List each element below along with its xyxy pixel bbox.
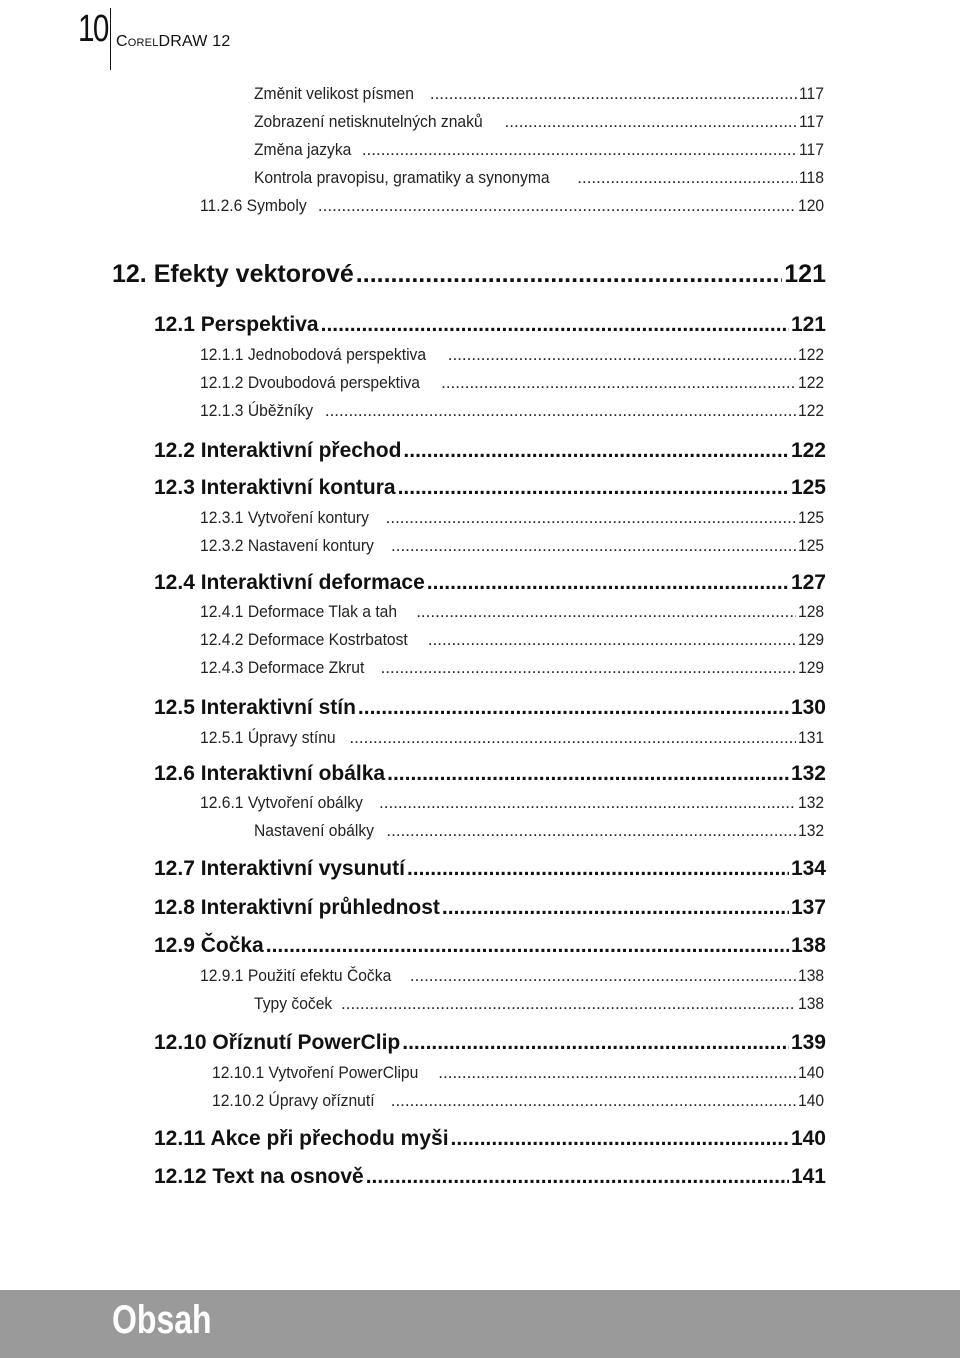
toc-entry-title: Změnit velikost písmen <box>254 84 414 103</box>
dot-leader <box>577 168 797 188</box>
toc-entry-title: 11.2.6 Symboly <box>200 196 307 215</box>
toc-entry-title: 12.11 Akce při přechodu myši <box>154 1127 449 1150</box>
dot-leader <box>349 728 795 748</box>
dot-leader <box>391 1091 796 1111</box>
toc-entry-page: 121 <box>790 313 826 336</box>
dot-leader <box>387 762 789 786</box>
toc-entry-page: 132 <box>790 762 826 785</box>
toc-entry-page: 138 <box>797 966 824 985</box>
toc-section[interactable] <box>154 762 826 786</box>
toc-entry-page: 127 <box>790 571 826 594</box>
toc-entry-page: 125 <box>797 536 824 555</box>
toc-chapter[interactable] <box>112 260 826 289</box>
toc-entry-title: 12.1.1 Jednobodová perspektiva <box>200 345 427 364</box>
dot-leader <box>325 401 796 421</box>
toc-entry-title: 12.1.3 Úběžníky <box>200 401 314 420</box>
toc-entry[interactable] <box>212 1063 826 1083</box>
dot-leader <box>391 536 796 556</box>
toc-entry-title: 12. Efekty vektorové <box>112 260 354 288</box>
toc-entry-page: 117 <box>798 84 824 103</box>
dot-leader <box>505 112 797 132</box>
toc-entry-title: 12.6.1 Vytvoření obálky <box>200 793 363 812</box>
toc-section[interactable] <box>154 1165 826 1189</box>
toc-entry-page: 128 <box>797 602 824 621</box>
toc-entry-title: 12.5 Interaktivní stín <box>154 696 356 719</box>
dot-leader <box>430 84 797 104</box>
toc-section[interactable] <box>154 696 826 720</box>
toc-entry[interactable] <box>200 345 826 365</box>
toc-entry[interactable] <box>200 373 826 393</box>
dot-leader <box>427 571 789 595</box>
dot-leader <box>442 896 789 920</box>
toc-entry-title: 12.10 Oříznutí PowerClip <box>154 1031 401 1054</box>
toc-entry-page: 129 <box>797 630 824 649</box>
toc-entry-title: 12.3.2 Nastavení kontury <box>200 536 374 555</box>
dot-leader <box>402 1031 789 1055</box>
toc-section[interactable] <box>154 476 826 500</box>
toc-entry-title: 12.6 Interaktivní obálka <box>154 762 386 785</box>
toc-entry-page: 130 <box>790 696 826 719</box>
section-footer-band <box>0 1290 960 1358</box>
toc-entry-title: 12.3.1 Vytvoření kontury <box>200 508 369 527</box>
toc-entry-title: 12.5.1 Úpravy stínu <box>200 728 336 747</box>
toc-entry-page: 125 <box>797 508 824 527</box>
dot-leader <box>410 966 796 986</box>
toc-entry-title: Nastavení obálky <box>254 821 374 840</box>
page-header <box>0 0 960 80</box>
toc-entry-title: 12.4.3 Deformace Zkrut <box>200 658 365 677</box>
dot-leader <box>379 793 796 813</box>
toc-entry-page: 120 <box>797 196 824 215</box>
toc-entry-page: 131 <box>797 728 824 747</box>
toc-section[interactable] <box>154 1031 826 1055</box>
toc-entry-title: 12.7 Interaktivní vysunutí <box>154 857 405 880</box>
dot-leader <box>416 602 795 622</box>
toc-entry[interactable] <box>254 140 826 160</box>
toc-entry-page: 122 <box>790 439 826 462</box>
dot-leader <box>356 260 782 289</box>
section-title: Obsah <box>112 1298 212 1342</box>
toc-entry-title: Kontrola pravopisu, gramatiky a synonyma <box>254 168 550 187</box>
toc-entry-page: 132 <box>797 793 824 812</box>
toc-entry-page: 117 <box>798 140 824 159</box>
toc-entry-title: 12.1 Perspektiva <box>154 313 319 336</box>
toc-entry[interactable] <box>254 821 826 841</box>
toc-entry-page: 125 <box>790 476 826 499</box>
dot-leader <box>441 373 796 393</box>
toc-entry[interactable] <box>200 508 826 528</box>
toc-entry-title: 12.9.1 Použití efektu Čočka <box>200 966 392 985</box>
toc-entry-page: 141 <box>790 1165 826 1188</box>
toc-entry[interactable] <box>254 994 826 1014</box>
dot-leader <box>321 313 789 337</box>
dot-leader <box>398 476 789 500</box>
toc-entry-page: 121 <box>784 260 826 288</box>
toc-entry-title: 12.4 Interaktivní deformace <box>154 571 425 594</box>
toc-entry-page: 140 <box>790 1127 826 1150</box>
toc-entry-title: Zobrazení netisknutelných znaků <box>254 112 483 131</box>
toc-section[interactable] <box>154 1127 826 1151</box>
toc-entry-page: 140 <box>797 1091 824 1110</box>
toc-entry-page: 140 <box>797 1063 824 1082</box>
dot-leader <box>266 934 789 958</box>
dot-leader <box>386 821 795 841</box>
toc-entry-title: 12.1.2 Dvoubodová perspektiva <box>200 373 420 392</box>
dot-leader <box>448 345 796 365</box>
toc-section[interactable] <box>154 571 826 595</box>
toc-entry-page: 117 <box>798 112 824 131</box>
toc-entry[interactable] <box>200 401 826 421</box>
toc-section[interactable] <box>154 857 826 881</box>
toc-entry[interactable] <box>254 84 826 104</box>
toc-entry[interactable] <box>212 1091 826 1111</box>
toc-entry[interactable] <box>200 728 826 748</box>
toc-entry-page: 137 <box>790 896 826 919</box>
dot-leader <box>381 658 796 678</box>
toc-section[interactable] <box>154 896 826 920</box>
dot-leader <box>318 196 796 216</box>
toc-entry-title: Změna jazyka <box>254 140 352 159</box>
toc-entry-title: Typy čoček <box>254 994 333 1013</box>
toc-entry[interactable] <box>200 536 826 556</box>
dot-leader <box>358 696 789 720</box>
book-title: CorelDRAW 12 <box>116 33 231 50</box>
page-number: 10 <box>78 8 108 50</box>
toc-entry-page: 122 <box>797 401 824 420</box>
dot-leader <box>366 1165 789 1189</box>
toc-entry-page: 132 <box>797 821 824 840</box>
toc-entry-page: 122 <box>797 373 824 392</box>
toc-entry-title: 12.2 Interaktivní přechod <box>154 439 402 462</box>
toc-entry[interactable] <box>200 793 826 813</box>
toc-entry[interactable] <box>200 658 826 678</box>
dot-leader <box>403 439 789 463</box>
toc-entry-title: 12.10.2 Úpravy oříznutí <box>212 1091 375 1110</box>
toc-entry[interactable] <box>200 966 826 986</box>
dot-leader <box>386 508 796 528</box>
dot-leader <box>362 140 797 160</box>
dot-leader <box>451 1127 789 1151</box>
toc-entry-title: 12.3 Interaktivní kontura <box>154 476 396 499</box>
dot-leader <box>407 857 789 881</box>
toc-entry-page: 138 <box>790 934 826 957</box>
toc-entry-title: 12.4.2 Deformace Kostrbatost <box>200 630 408 649</box>
toc-entry[interactable] <box>200 196 826 216</box>
header-divider <box>110 8 111 70</box>
toc-section[interactable] <box>154 313 826 337</box>
toc-entry-page: 129 <box>797 658 824 677</box>
toc-entry-title: 12.10.1 Vytvoření PowerClipu <box>212 1063 419 1082</box>
toc-entry[interactable] <box>200 630 826 650</box>
toc-entry-title: 12.9 Čočka <box>154 934 264 957</box>
toc-entry[interactable] <box>200 602 826 622</box>
toc-entry-title: 12.8 Interaktivní průhlednost <box>154 896 440 919</box>
toc-entry-title: 12.12 Text na osnově <box>154 1165 364 1188</box>
dot-leader <box>428 630 796 650</box>
toc-entry-title: 12.4.1 Deformace Tlak a tah <box>200 602 398 621</box>
toc-entry[interactable] <box>254 168 826 188</box>
toc-section[interactable] <box>154 439 826 463</box>
dot-leader <box>341 994 796 1014</box>
toc-entry-page: 139 <box>790 1031 826 1054</box>
toc-entry-page: 134 <box>790 857 826 880</box>
toc-entry-page: 118 <box>798 168 824 187</box>
toc-section[interactable] <box>154 934 826 958</box>
toc-entry-page: 138 <box>797 994 824 1013</box>
toc-entry[interactable] <box>254 112 826 132</box>
toc-entry-page: 122 <box>797 345 824 364</box>
dot-leader <box>438 1063 795 1083</box>
